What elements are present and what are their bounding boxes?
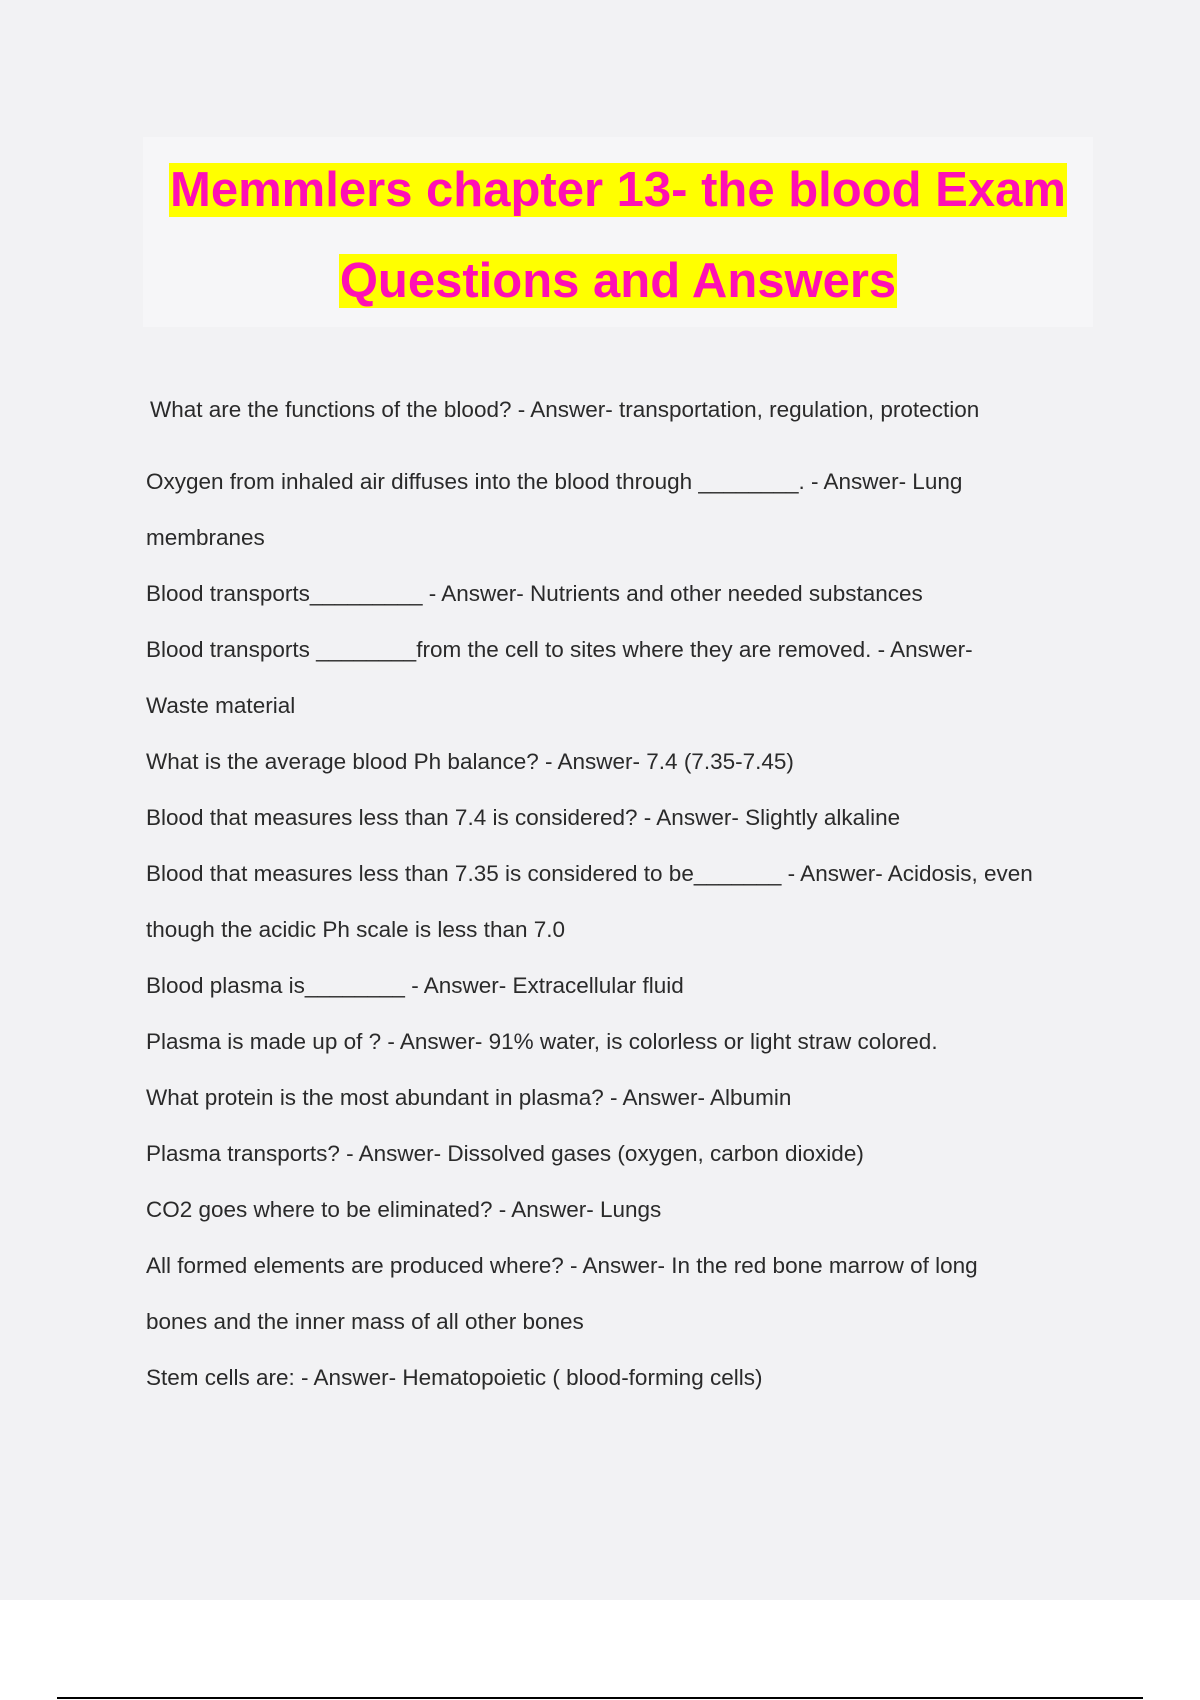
- qa-line: Blood that measures less than 7.4 is considered? - Answer- Slightly alkaline: [146, 805, 901, 830]
- qa-line: though the acidic Ph scale is less than 7.0: [146, 917, 566, 942]
- qa-list: [146, 382, 1116, 1406]
- title-line-1: [143, 145, 1093, 236]
- qa-line: Plasma transports? - Answer- Dissolved gases (oxygen, carbon dioxide): [146, 1141, 864, 1166]
- qa-line: What are the functions of the blood? - Answer- transportation, regulation, protection: [150, 397, 980, 422]
- title-text-2: Questions and Answers: [339, 254, 897, 308]
- footer-divider: [57, 1697, 1143, 1699]
- qa-line: Blood transports_________ - Answer- Nutrients and other needed substances: [146, 581, 923, 606]
- qa-line: Plasma is made up of ? - Answer- 91% water, is colorless or light straw colored.: [146, 1029, 938, 1054]
- title-line-2: [143, 236, 1093, 327]
- qa-line: Oxygen from inhaled air diffuses into the blood through ________. - Answer- Lung: [146, 469, 963, 494]
- qa-line: What is the average blood Ph balance? - Answer- 7.4 (7.35-7.45): [146, 749, 794, 774]
- qa-line: Blood transports ________from the cell to sites where they are removed. - Answer-: [146, 637, 973, 662]
- qa-line: bones and the inner mass of all other bones: [146, 1309, 584, 1334]
- title-block: [143, 137, 1093, 327]
- qa-line: What protein is the most abundant in plasma? - Answer- Albumin: [146, 1085, 792, 1110]
- qa-line: Waste material: [146, 693, 296, 718]
- qa-line: Blood plasma is________ - Answer- Extracellular fluid: [146, 973, 684, 998]
- qa-line: Stem cells are: - Answer- Hematopoietic ( blood-forming cells): [146, 1365, 763, 1390]
- qa-line: membranes: [146, 525, 265, 550]
- qa-line: CO2 goes where to be eliminated? - Answer- Lungs: [146, 1197, 662, 1222]
- title-text-1: Memmlers chapter 13- the blood Exam: [170, 163, 1066, 217]
- qa-line: Blood that measures less than 7.35 is considered to be_______ - Answer- Acidosis, even: [146, 861, 1033, 886]
- qa-line: All formed elements are produced where? - Answer- In the red bone marrow of long: [146, 1253, 978, 1278]
